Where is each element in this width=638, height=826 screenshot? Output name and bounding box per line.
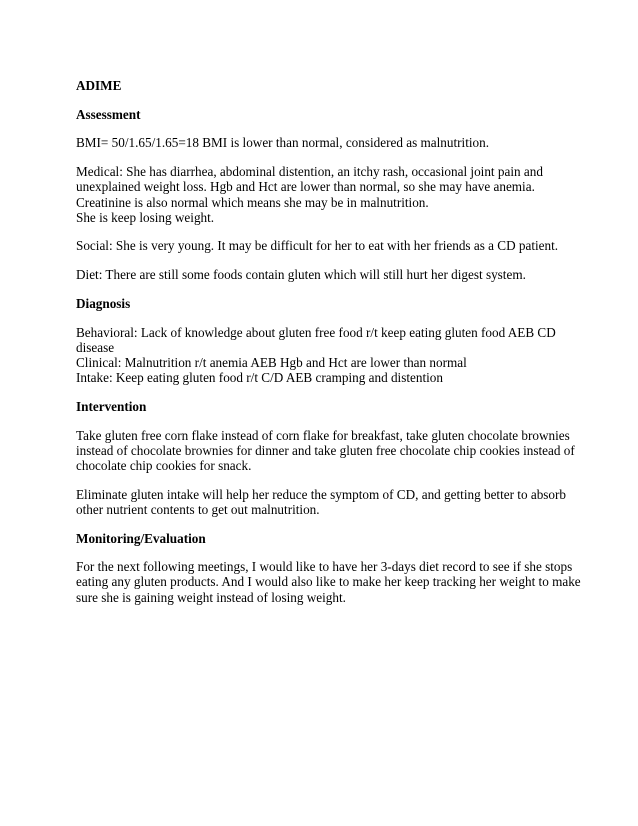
text-line: For the next following meetings, I would like to have her 3-days diet record to see if she stops xyxy=(76,559,573,575)
text-line: Eliminate gluten intake will help her reduce the symptom of CD, and getting better to absorb xyxy=(76,486,567,502)
diagnosis-text xyxy=(76,325,576,386)
monitoring-text xyxy=(76,559,581,605)
text-line: Clinical: Malnutrition r/t anemia AEB Hgb and Hct are lower than normal xyxy=(76,354,467,370)
text-line: disease xyxy=(76,339,115,355)
text-line: chocolate chip cookies for snack. xyxy=(76,457,252,473)
intervention-paragraph-2 xyxy=(76,487,576,517)
text-line: Medical: She has diarrhea, abdominal distention, an itchy rash, occasional joint pain and xyxy=(76,164,543,180)
text-line: other nutrient contents to get out malnutrition. xyxy=(76,501,320,517)
intervention-heading: Intervention xyxy=(76,398,147,414)
assessment-heading: Assessment xyxy=(76,106,141,122)
text-line: Take gluten free corn flake instead of corn flake for breakfast, take gluten chocolate brownies xyxy=(76,427,570,443)
diagnosis-heading: Diagnosis xyxy=(76,295,131,311)
assessment-bmi xyxy=(76,135,576,150)
text-line: Behavioral: Lack of knowledge about gluten free food r/t keep eating gluten food AEB CD xyxy=(76,324,556,340)
text-line: sure she is gaining weight instead of losing weight. xyxy=(76,589,346,605)
document-title: ADIME xyxy=(76,78,122,93)
assessment-social xyxy=(76,238,576,253)
assessment-diet xyxy=(76,267,576,282)
text-line: instead of chocolate brownies for dinner and take gluten free chocolate chip cookies instead of xyxy=(76,442,575,458)
intervention-paragraph-1 xyxy=(76,428,576,474)
text-line: Diet: There are still some foods contain gluten which will still hurt her digest system. xyxy=(76,267,526,283)
text-line: She is keep losing weight. xyxy=(76,209,215,225)
monitoring-heading: Monitoring/Evaluation xyxy=(76,530,206,546)
assessment-medical xyxy=(76,164,576,225)
text-line: Social: She is very young. It may be difficult for her to eat with her friends as a CD patient. xyxy=(76,238,559,254)
text-line: Intake: Keep eating gluten food r/t C/D AEB cramping and distention xyxy=(76,370,443,386)
text-line: unexplained weight loss. Hgb and Hct are lower than normal, so she may have anemia. xyxy=(76,179,535,195)
document-body xyxy=(76,78,581,605)
text-line: eating any gluten products. And I would also like to make her keep tracking her weight to make xyxy=(76,574,581,590)
text-line: BMI= 50/1.65/1.65=18 BMI is lower than normal, considered as malnutrition. xyxy=(76,135,490,151)
text-line: Creatinine is also normal which means she may be in malnutrition. xyxy=(76,194,429,210)
